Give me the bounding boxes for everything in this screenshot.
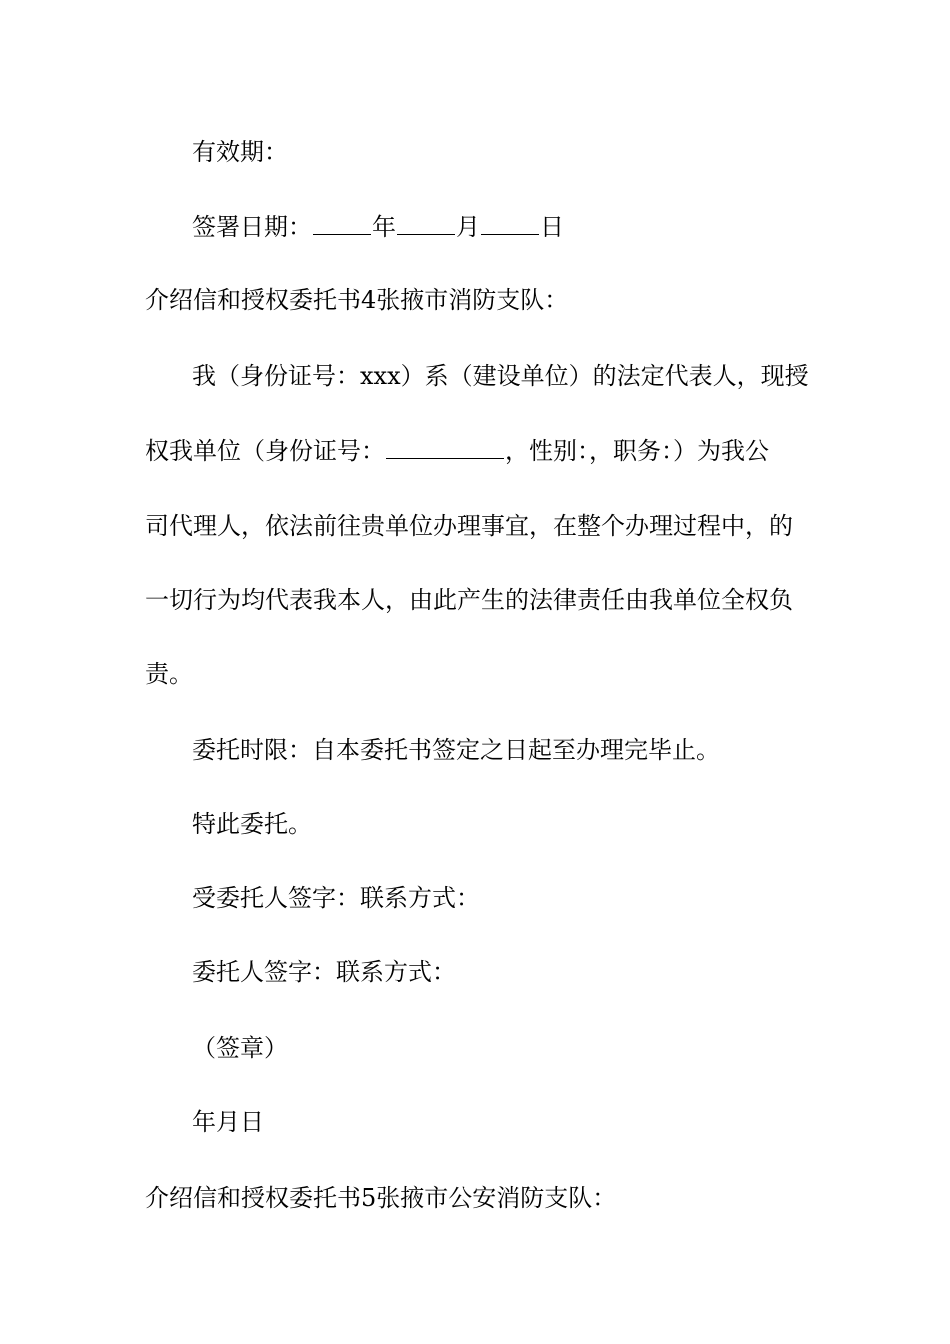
- paragraph-line-2a: 权我单位（身份证号：: [145, 437, 385, 465]
- trustee-sign-line: 受委托人签字：联系方式：: [192, 884, 480, 912]
- paragraph-line-4: 一切行为均代表我本人，由此产生的法律责任由我单位全权负: [145, 586, 793, 614]
- validity-line: 有效期：: [192, 138, 288, 166]
- sign-date-line: [0, 208, 950, 244]
- hereby-line: 特此委托。: [192, 810, 312, 838]
- paragraph-line-3: 司代理人，依法前往贵单位办理事宜，在整个办理过程中，的: [145, 512, 793, 540]
- id-number-blank: [386, 432, 504, 459]
- paragraph-line-5: 责。: [145, 660, 193, 688]
- month-label: 月: [456, 213, 480, 241]
- seal-line: （签章）: [192, 1034, 288, 1062]
- day-blank: [481, 208, 539, 235]
- section-heading-5: 介绍信和授权委托书5张掖市公安消防支队：: [145, 1184, 617, 1212]
- day-label: 日: [540, 213, 564, 241]
- date-line: 年月日: [192, 1108, 264, 1136]
- year-label: 年: [372, 213, 396, 241]
- paragraph-line-2b: ，性别：，职务：）为我公: [505, 437, 769, 465]
- section-heading-4: 介绍信和授权委托书4张掖市消防支队：: [145, 286, 569, 314]
- month-blank: [397, 208, 455, 235]
- sign-date-label: 签署日期：: [192, 213, 312, 241]
- paragraph-line-2: [0, 432, 950, 468]
- term-line: 委托时限：自本委托书签定之日起至办理完毕止。: [192, 736, 720, 764]
- trustor-sign-line: 委托人签字：联系方式：: [192, 958, 456, 986]
- paragraph-line-1: 我（身份证号：xxx）系（建设单位）的法定代表人，现授: [192, 362, 809, 390]
- year-blank: [313, 208, 371, 235]
